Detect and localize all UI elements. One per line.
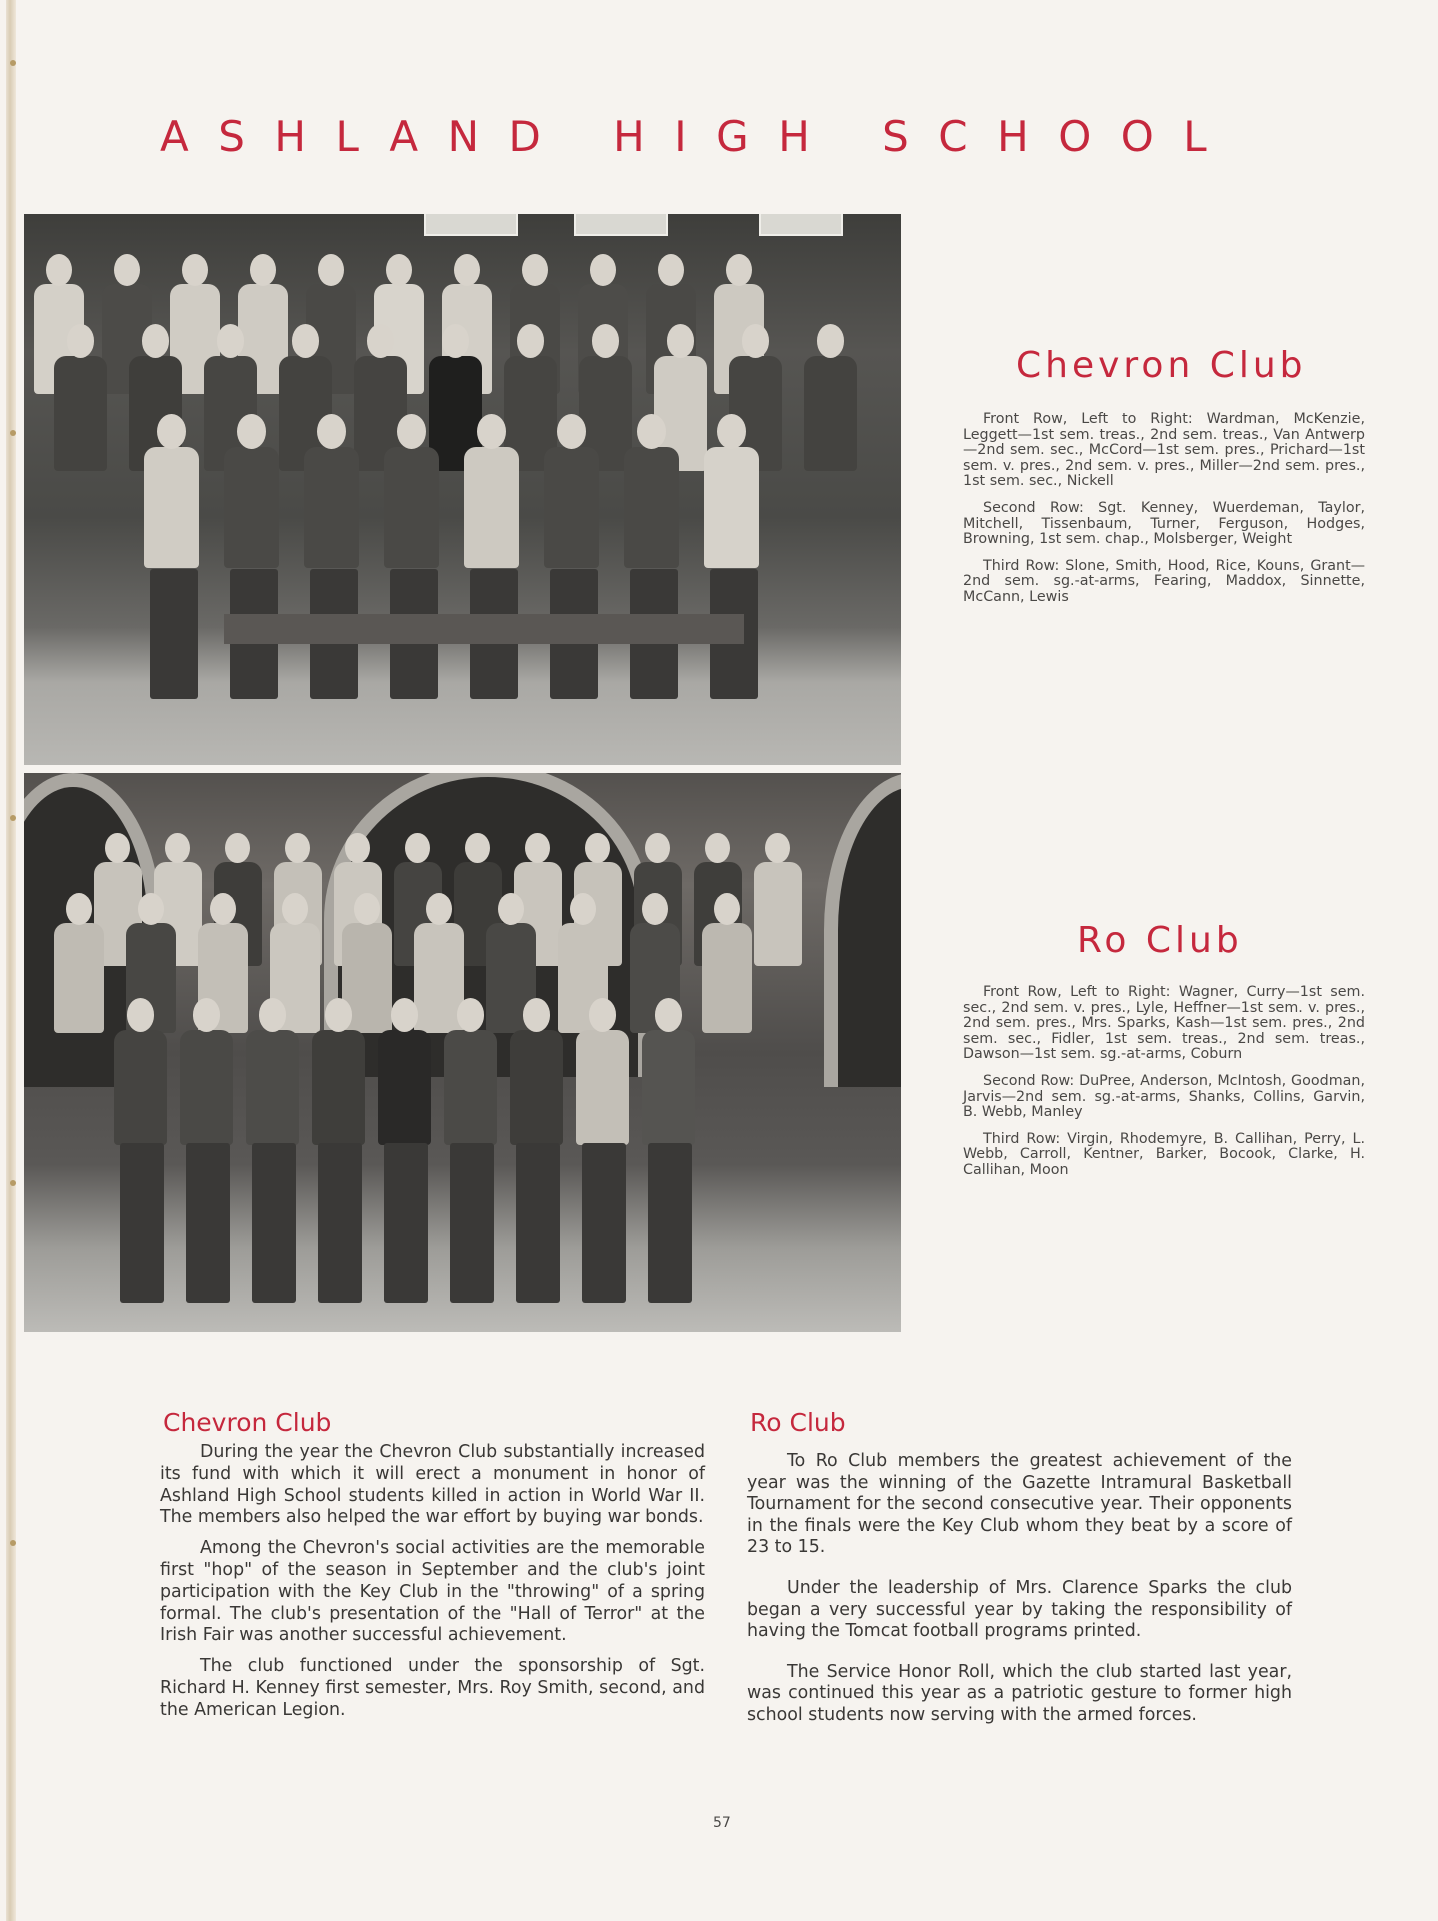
person-head [477, 414, 506, 449]
person-head [142, 324, 169, 358]
binding-staple [10, 430, 16, 436]
person-legs [516, 1143, 560, 1303]
person-legs [582, 1143, 626, 1303]
binding-staple [10, 1540, 16, 1546]
article-paragraph: The club functioned under the sponsorship of Sgt. Richard H. Kenney first semester, Mrs. Roy Smith, second, and the American Legion. [160, 1656, 705, 1720]
person-body [804, 356, 857, 472]
photo-bench [224, 614, 744, 644]
person-head [714, 893, 740, 925]
person-head [386, 254, 412, 286]
caption-second-row: Second Row: Sgt. Kenney, Wuerdeman, Taylor, Mitchell, Tissenbaum, Turner, Ferguson, Hodges, Browning, 1st sem. chap., Molsberger, Weight [963, 499, 1365, 548]
person-head [285, 833, 310, 863]
person-body [224, 447, 279, 568]
person-head [157, 414, 186, 449]
article-paragraph: Under the leadership of Mrs. Clarence Sparks the club began a very successful year by taking the responsibility of having the Tomcat football programs printed. [747, 1577, 1292, 1642]
page-number: 57 [713, 1815, 731, 1831]
person-body [312, 1030, 365, 1146]
person-body [384, 447, 439, 568]
person-head [557, 414, 586, 449]
person-head [705, 833, 730, 863]
chevron-club-photo-heading: Chevron Club [1016, 345, 1307, 386]
chevron-club-group-photo [24, 214, 901, 765]
person-body [510, 1030, 563, 1146]
person-head [193, 998, 220, 1032]
person-head [642, 893, 668, 925]
person-head [522, 254, 548, 286]
person-legs [186, 1143, 230, 1303]
person-legs [120, 1143, 164, 1303]
person-head [498, 893, 524, 925]
person-body [702, 923, 752, 1033]
person-head [114, 254, 140, 286]
person-body [180, 1030, 233, 1146]
person-body [624, 447, 679, 568]
person-head [292, 324, 319, 358]
ro-club-article-heading: Ro Club [750, 1408, 846, 1437]
person-head [237, 414, 266, 449]
person-head [454, 254, 480, 286]
person-head [210, 893, 236, 925]
binding-staple [10, 815, 16, 821]
person-head [426, 893, 452, 925]
person-body [378, 1030, 431, 1146]
building-window [574, 214, 668, 236]
article-paragraph: The Service Honor Roll, which the club started last year, was continued this year as a patriotic gesture to former high school students now serving with the armed forces. [747, 1661, 1292, 1725]
article-paragraph: Among the Chevron's social activities are the memorable first "hop" of the season in September and the club's joint participation with the Key Club in the "throwing" of a spring formal. The club's presentation of the "Hall of Terror" at the Irish Fair was another successful achievement. [160, 1538, 705, 1646]
person-body [642, 1030, 695, 1146]
binding-staple [10, 60, 16, 66]
person-head [517, 324, 544, 358]
person-head [655, 998, 682, 1032]
person-head [457, 998, 484, 1032]
person-head [67, 324, 94, 358]
person-head [225, 833, 250, 863]
person-head [165, 833, 190, 863]
person-head [442, 324, 469, 358]
person-head [523, 998, 550, 1032]
person-head [589, 998, 616, 1032]
person-head [817, 324, 844, 358]
person-body [246, 1030, 299, 1146]
person-body [544, 447, 599, 568]
person-body [464, 447, 519, 568]
article-paragraph: During the year the Chevron Club substantially increased its fund with which it will erect a monument in honor of Ashland High School students killed in action in World War II. The members also helped the war effort by buying war bonds. [160, 1442, 705, 1528]
person-head [354, 893, 380, 925]
building-window [424, 214, 518, 236]
brick-arch [824, 773, 901, 1087]
ro-club-group-photo [24, 773, 901, 1332]
ro-club-caption [963, 985, 1365, 1190]
person-legs [252, 1143, 296, 1303]
caption-second-row: Second Row: DuPree, Anderson, McIntosh, Goodman, Jarvis—2nd sem. sg.-at-arms, Shanks, Collins, Garvin, B. Webb, Manley [963, 1072, 1365, 1121]
chevron-club-article-heading: Chevron Club [163, 1408, 332, 1437]
person-head [658, 254, 684, 286]
person-head [726, 254, 752, 286]
binding-staple [10, 1180, 16, 1186]
person-head [250, 254, 276, 286]
person-body [54, 923, 104, 1033]
person-head [325, 998, 352, 1032]
building-window [759, 214, 843, 236]
person-legs [384, 1143, 428, 1303]
page-binding-edge [6, 0, 16, 1921]
person-head [317, 414, 346, 449]
chevron-club-article [160, 1442, 705, 1731]
person-head [765, 833, 790, 863]
ro-club-article [747, 1451, 1292, 1736]
person-head [637, 414, 666, 449]
person-head [282, 893, 308, 925]
person-head [667, 324, 694, 358]
caption-front-row: Front Row, Left to Right: Wagner, Curry—1st sem. sec., 2nd sem. v. pres., Lyle, Heffner—1st sem. v. pres., 2nd sem. pres., Mrs. Sparks, Kash—1st sem. pres., 2nd sem. sec., Fidler, 1st sem. treas., 2nd sem. treas., Dawson—1st sem. sg.-at-arms, Coburn [963, 984, 1365, 1063]
person-head [742, 324, 769, 358]
person-body [576, 1030, 629, 1146]
person-body [114, 1030, 167, 1146]
person-legs [150, 569, 198, 699]
person-legs [450, 1143, 494, 1303]
person-head [717, 414, 746, 449]
person-head [570, 893, 596, 925]
person-legs [318, 1143, 362, 1303]
person-head [46, 254, 72, 286]
person-head [66, 893, 92, 925]
person-body [444, 1030, 497, 1146]
person-body [144, 447, 199, 568]
person-head [217, 324, 244, 358]
caption-front-row: Front Row, Left to Right: Wardman, McKenzie, Leggett—1st sem. treas., 2nd sem. treas., Van Antwerp—2nd sem. sec., McCord—1st sem. pres., Prichard—1st sem. v. pres., 2nd sem. v. pres., Miller—2nd sem. pres., 1st sem. sec., Nickell [963, 411, 1365, 490]
person-body [304, 447, 359, 568]
person-head [182, 254, 208, 286]
person-body [754, 862, 802, 967]
person-head [645, 833, 670, 863]
person-body [54, 356, 107, 472]
person-legs [648, 1143, 692, 1303]
article-paragraph: To Ro Club members the greatest achievement of the year was the winning of the Gazette Intramural Basketball Tournament for the second consecutive year. Their opponents in the finals were the Key Club whom they beat by a score of 23 to 15. [747, 1451, 1292, 1558]
ro-club-photo-heading: Ro Club [1077, 920, 1243, 961]
person-head [592, 324, 619, 358]
person-head [590, 254, 616, 286]
person-head [318, 254, 344, 286]
caption-third-row: Third Row: Slone, Smith, Hood, Rice, Kouns, Grant—2nd sem. sg.-at-arms, Fearing, Maddox, Sinnette, McCann, Lewis [963, 557, 1365, 605]
caption-third-row: Third Row: Virgin, Rhodemyre, B. Callihan, Perry, L. Webb, Carroll, Kentner, Barker, Bocook, Clarke, H. Callihan, Moon [963, 1130, 1365, 1178]
person-head [138, 893, 164, 925]
person-head [259, 998, 286, 1032]
person-head [397, 414, 426, 449]
person-head [367, 324, 394, 358]
school-title: ASHLAND HIGH SCHOOL [160, 112, 1237, 161]
person-head [391, 998, 418, 1032]
chevron-club-caption [963, 412, 1365, 617]
person-head [127, 998, 154, 1032]
person-body [704, 447, 759, 568]
